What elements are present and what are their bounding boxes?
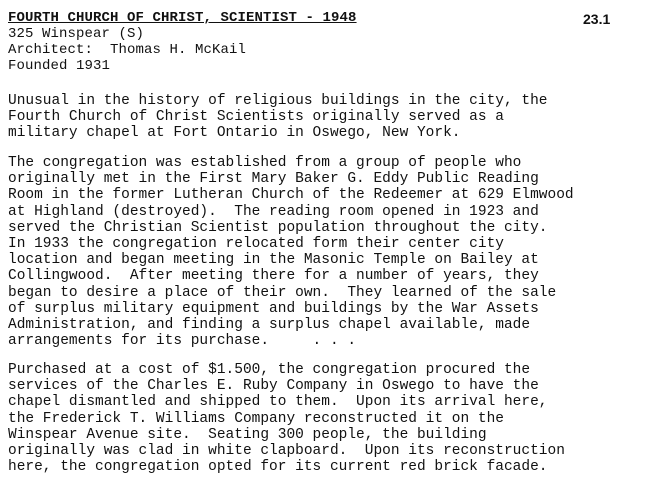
text-line: here, the congregation opted for its current red brick facade. xyxy=(8,459,548,476)
text-line: Fourth Church of Christ Scientists originally served as a xyxy=(8,109,504,126)
text-line: Collingwood. After meeting there for a number of years, they xyxy=(8,268,539,285)
address-line: 325 Winspear (S) xyxy=(8,26,145,42)
text-line: chapel dismantled and shipped to them. Upon its arrival here, xyxy=(8,394,548,411)
text-line: Administration, and finding a surplus chapel available, made xyxy=(8,317,531,334)
text-line: services of the Charles E. Ruby Company in Oswego to have the xyxy=(8,378,539,395)
architect-line: Architect: Thomas H. McKail xyxy=(8,42,247,58)
text-line: military chapel at Fort Ontario in Oswego, New York. xyxy=(8,125,461,142)
text-line: at Highland (destroyed). The reading room opened in 1923 and xyxy=(8,203,539,220)
text-line: Unusual in the history of religious buildings in the city, the xyxy=(8,93,548,109)
paragraph-3 xyxy=(8,362,640,475)
text-line: the Frederick T. Williams Company reconstructed it on the xyxy=(8,410,504,427)
founded-line: Founded 1931 xyxy=(8,58,111,74)
paragraph-2 xyxy=(8,155,640,349)
text-line: In 1933 the congregation relocated form their center city xyxy=(8,236,504,253)
text-line: of surplus military equipment and buildings by the War Assets xyxy=(8,300,539,317)
text-line: Winspear Avenue site. Seating 300 people, the building xyxy=(8,426,487,443)
text-line: Room in the former Lutheran Church of the Redeemer at 629 Elmwood xyxy=(8,187,574,204)
text-line: location and began meeting in the Masonic Temple on Bailey at xyxy=(8,252,539,269)
text-line: The congregation was established from a group of people who xyxy=(8,155,522,171)
text-line: originally was clad in white clapboard. Upon its reconstruction xyxy=(8,443,565,460)
text-line: originally met in the First Mary Baker G. Eddy Public Reading xyxy=(8,171,539,188)
text-line: began to desire a place of their own. They learned of the sale xyxy=(8,284,557,301)
paragraph-1 xyxy=(8,93,640,142)
text-line: arrangements for its purchase. . . . xyxy=(8,333,357,350)
text-line: Purchased at a cost of $1.500, the congregation procured the xyxy=(8,362,531,378)
document-title: FOURTH CHURCH OF CHRIST, SCIENTIST - 1948 xyxy=(8,10,357,26)
text-line: served the Christian Scientist population throughout the city. xyxy=(8,219,548,236)
page-number: 23.1 xyxy=(583,11,611,27)
